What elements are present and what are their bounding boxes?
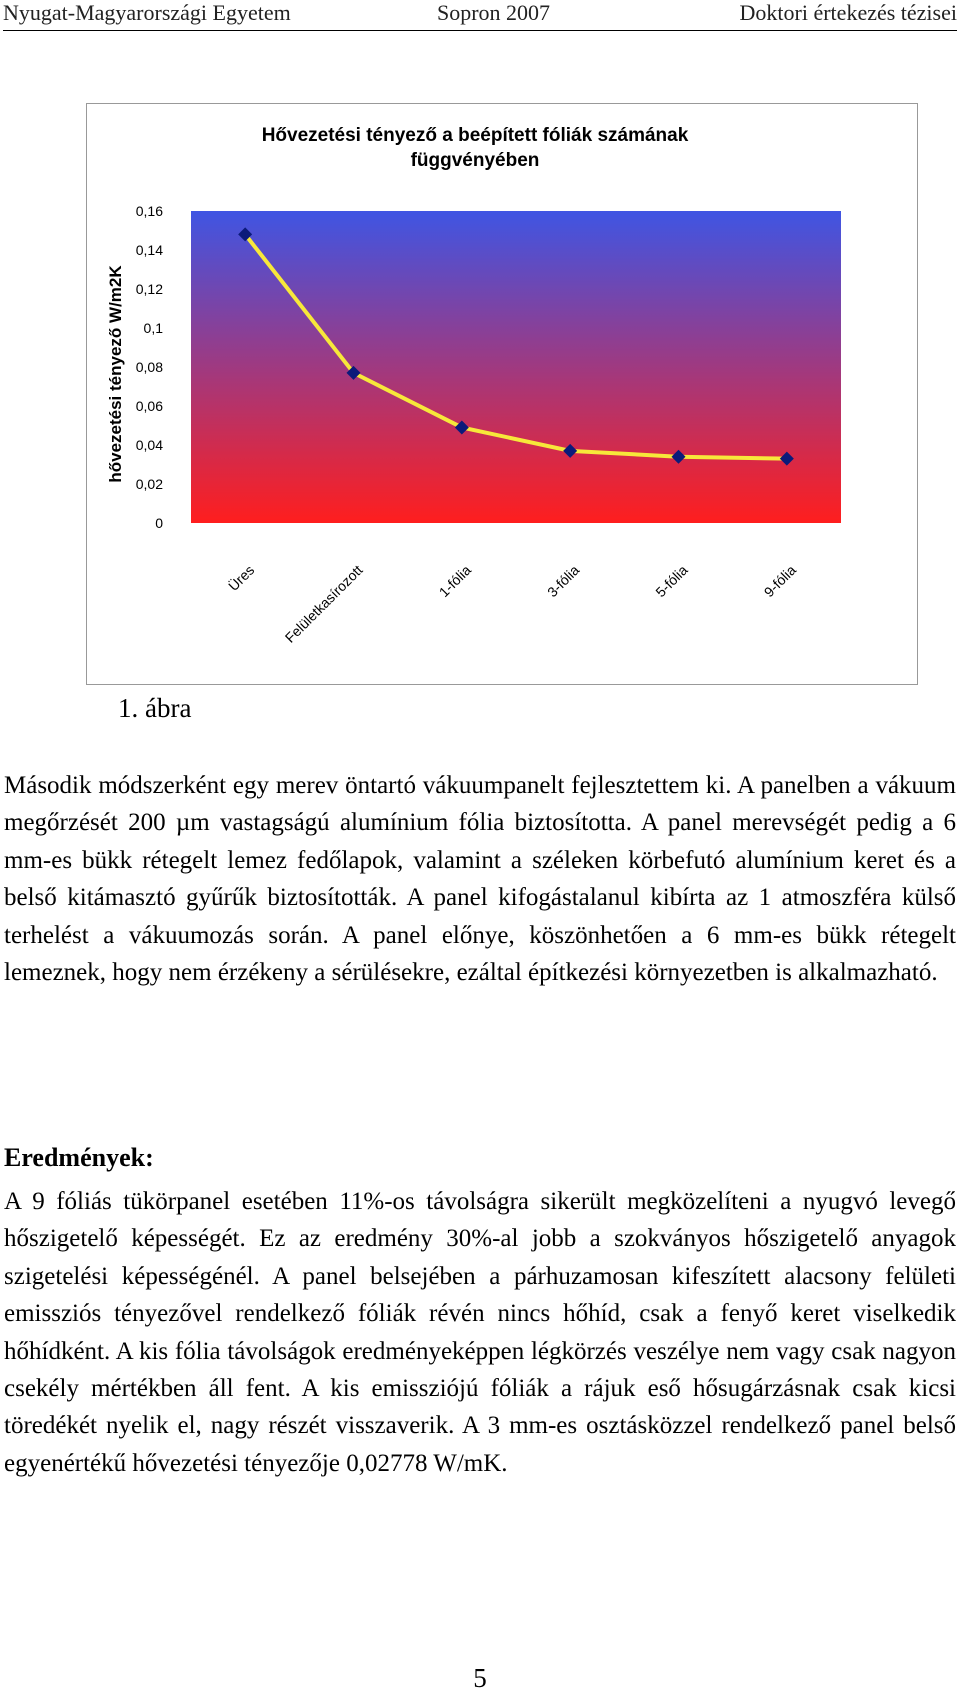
y-tick-label: 0,14: [135, 242, 163, 258]
x-tick-label: Felületkasírozott: [281, 561, 366, 646]
y-tick-label: 0,1: [143, 320, 163, 336]
y-tick-label: 0: [155, 515, 163, 531]
line-chart: [87, 104, 917, 684]
chart-title-line1: Hővezetési tényező a beépített fóliák számának: [261, 125, 689, 146]
page-number: 5: [473, 1663, 487, 1693]
header-institution: Nyugat-Magyarországi Egyetem: [3, 0, 291, 25]
y-axis-label: hővezetési tényező W/m2K: [106, 265, 125, 483]
figure-caption: 1. ábra: [118, 693, 192, 723]
chart-figure: [86, 103, 918, 685]
y-tick-label: 0,08: [135, 359, 163, 375]
chart-title-line2: függvényében: [410, 150, 540, 171]
y-tick-label: 0,12: [135, 281, 163, 297]
plot-area: [191, 211, 841, 523]
header-rule: [3, 30, 957, 31]
y-tick-label: 0,04: [135, 437, 163, 453]
y-tick-labels: [136, 203, 163, 531]
section-heading-results: Eredmények:: [4, 1143, 154, 1172]
header-place-year: Sopron 2007: [437, 0, 551, 25]
header-document-type: Doktori értekezés tézisei: [739, 0, 957, 25]
x-tick-label: 1-fólia: [435, 561, 474, 601]
x-tick-label: 9-fólia: [760, 561, 799, 601]
page-header: [0, 0, 960, 30]
x-tick-labels: [224, 561, 799, 646]
body-paragraph-2: A 9 fóliás tükörpanel esetében 11%-os távolságra sikerült megközelíteni a nyugvó levegő hőszigetelő képességét. Ez az eredmény 30%-al jobb a szokványos hőszigetelő anyagok szigetelési képességénél. A panel belsejében a párhuzamosan kifeszített alacsony felületi emissziós tényezővel rendelkező fóliák révén nincs hőhíd, csak a fenyő keret viselkedik hőhídként. A kis fólia távolságok eredményeképpen légkörzés veszélye nem vagy csak nagyon csekély mértékben áll fent. A kis emissziójú fóliák a rájuk eső hősugárzásnak csak kicsi töredékét nyelik el, nagy részét visszaverik. A 3 mm-es osztásközzel rendelkező panel belső egyenértékű hővezetési tényezője 0,02778 W/mK.: [4, 1188, 956, 1477]
y-tick-label: 0,02: [135, 476, 163, 492]
body-paragraph-1: Második módszerként egy merev öntartó vákuumpanelt fejlesztettem ki. A panelben a vákuum megőrzését 200 µm vastagságú alumínium fólia biztosította. A panel merevségét pedig a 6 mm-es bükk rétegelt lemez fedőlapok, valamint a széleken körbefutó alumínium keret és a belső kitámasztó gyűrűk biztosították. A panel kifogástalanul kibírta az 1 atmoszféra külső terhelést a vákuumozás során. A panel előnye, köszönhetően a 6 mm-es bükk rétegelt lemeznek, hogy nem érzékeny a sérülésekre, ezáltal építkezési környezetben is alkalmazható.: [4, 772, 956, 987]
y-tick-label: 0,06: [135, 398, 163, 414]
x-tick-label: 3-fólia: [544, 561, 583, 601]
x-tick-label: 5-fólia: [652, 561, 691, 601]
y-tick-label: 0,16: [135, 203, 163, 219]
x-tick-label: Üres: [225, 561, 258, 595]
